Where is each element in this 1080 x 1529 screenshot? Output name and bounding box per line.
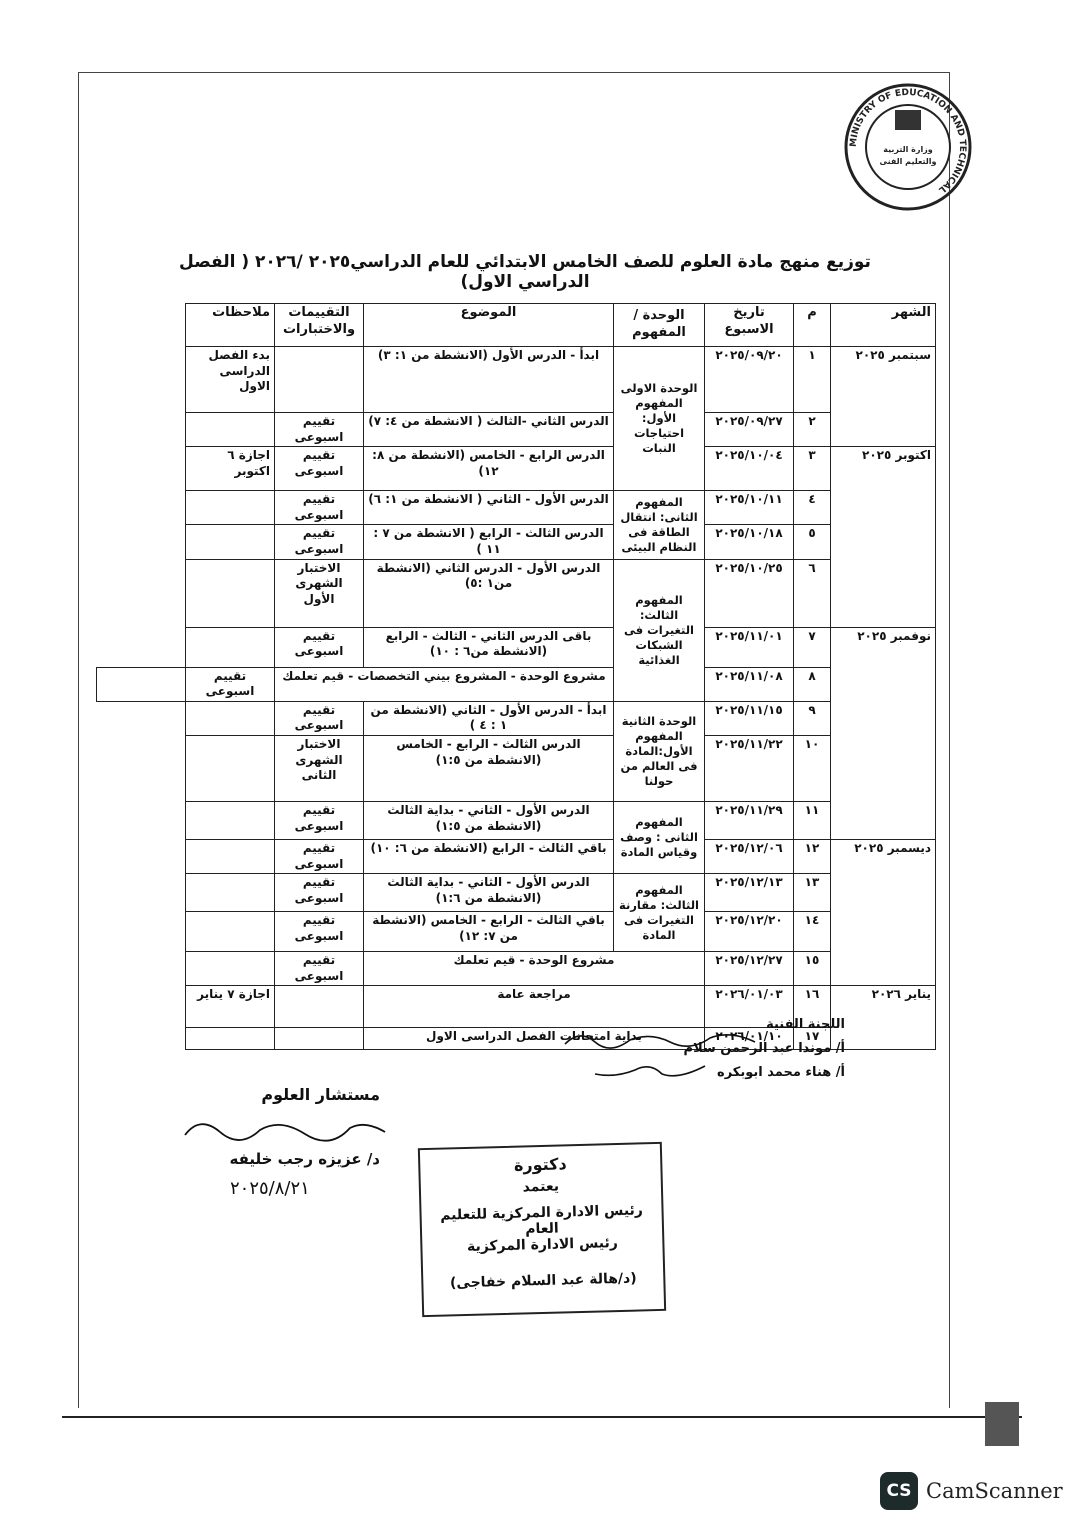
adviser-name: د/ عزيزه رجب خليفه: [229, 1150, 380, 1168]
evaluation-cell: تقييم اسبوعى: [275, 952, 364, 986]
notes-cell: [186, 1028, 275, 1050]
evaluation-cell: [275, 1028, 364, 1050]
table-row: [97, 627, 936, 667]
row-number: ١٦: [794, 986, 831, 1028]
header-row: [97, 304, 936, 347]
notes-cell: [186, 627, 275, 667]
topic-cell: الدرس الأول - الدرس الثاني (الانشطة من١ :٥): [364, 559, 614, 627]
camscanner-logo: CS: [880, 1472, 918, 1510]
evaluation-cell: تقييم اسبوعى: [186, 667, 275, 701]
notes-cell: [186, 491, 275, 525]
table-row: [97, 413, 936, 447]
topic-cell: باقي الثالث - الرابع - الخامس (الانشطة من ٧: ١٢): [364, 912, 614, 952]
unit-cell: المفهوم الثانى : وصف وقياس المادة: [614, 801, 705, 873]
committee-signature-1: [560, 1024, 760, 1054]
week-date: ٢٠٢٥/١٢/٠٦: [705, 839, 794, 873]
notes-cell: اجازة ٦ اكتوبر: [186, 447, 275, 491]
notes-cell: بدء الفصل الدراسى الاول: [186, 347, 275, 413]
table-row: [97, 912, 936, 952]
notes-cell: [186, 559, 275, 627]
row-number: ٩: [794, 701, 831, 735]
stamp-line: (د/هالة عبد السلام خفاجى): [449, 1270, 637, 1292]
row-number: ١٥: [794, 952, 831, 986]
adviser-signature: [180, 1110, 390, 1150]
topic-cell: مشروع الوحدة - قيم تعلمك: [364, 952, 705, 986]
evaluation-cell: تقييم اسبوعى: [275, 801, 364, 839]
svg-text:وزارة التربية: وزارة التربية: [883, 145, 933, 154]
row-number: ٧: [794, 627, 831, 667]
evaluation-cell: تقييم اسبوعى: [275, 627, 364, 667]
stamp-line: يعتمد: [522, 1178, 560, 1196]
row-number: ٢: [794, 413, 831, 447]
adviser-signature-date: ٢٠٢٥/٨/٢١: [230, 1178, 310, 1199]
curriculum-table: [96, 303, 936, 1050]
camscanner-label: CamScanner: [926, 1479, 1063, 1503]
row-number: ١٧: [794, 1028, 831, 1050]
notes-cell: [97, 667, 186, 701]
notes-cell: [186, 839, 275, 873]
week-date: ٢٠٢٥/١٠/١١: [705, 491, 794, 525]
header-month: الشهر: [831, 304, 936, 347]
row-number: ٤: [794, 491, 831, 525]
evaluation-cell: [275, 986, 364, 1028]
committee-heading: اللجنة الفنية: [766, 1017, 845, 1032]
topic-cell: باقي الثالث - الرابع (الانشطة من ٦: ١٠): [364, 839, 614, 873]
header-week-date: تاريخ الاسبوع: [705, 304, 794, 347]
header-unit: الوحدة /المفهوم: [614, 304, 705, 347]
row-number: ١٢: [794, 839, 831, 873]
page-title: توزيع منهج مادة العلوم للصف الخامس الابتدائي للعام الدراسي٢٠٢٥ /٢٠٢٦ ( الفصل الدراسي الاول): [179, 252, 871, 292]
notes-cell: [186, 912, 275, 952]
topic-cell: مشروع الوحدة - المشروع بيني التخصصات - قيم تعلمك: [275, 667, 614, 701]
approval-stamp: [418, 1142, 666, 1317]
week-date: ٢٠٢٥/١٠/٠٤: [705, 447, 794, 491]
table-row: [97, 447, 936, 491]
unit-cell: المفهوم الثانى: انتقال الطاقة فى النظام البيئى: [614, 491, 705, 559]
header-notes: ملاحظات: [186, 304, 275, 347]
week-date: ٢٠٢٦/٠١/٠٣: [705, 986, 794, 1028]
week-date: ٢٠٢٥/١٠/١٨: [705, 525, 794, 559]
stamp-line: دكتورة: [513, 1154, 567, 1175]
table-row: [97, 701, 936, 735]
topic-cell: ابدأ - الدرس الأول - الثاني (الانشطة من ١ : ٤ ): [364, 701, 614, 735]
notes-cell: [186, 525, 275, 559]
notes-cell: [186, 952, 275, 986]
evaluation-cell: [275, 347, 364, 413]
week-date: ٢٠٢٥/٠٩/٢٠: [705, 347, 794, 413]
table-row: [97, 559, 936, 627]
evaluation-cell: تقييم اسبوعى: [275, 525, 364, 559]
topic-cell: الدرس الأول - الثاني ( الانشطة من ١: ٦): [364, 491, 614, 525]
evaluation-cell: الاختبار الشهرى الأول: [275, 559, 364, 627]
unit-cell: المفهوم الثالث: مقارنة التغيرات فى المادة: [614, 874, 705, 952]
week-date: ٢٠٢٥/٠٩/٢٧: [705, 413, 794, 447]
notes-cell: [186, 874, 275, 912]
committee-member: أ/ هناء محمد ابوبكره: [717, 1065, 845, 1080]
week-date: ٢٠٢٥/١٢/٢٧: [705, 952, 794, 986]
committee-signature-2: [590, 1056, 710, 1082]
week-date: ٢٠٢٥/١١/٠١: [705, 627, 794, 667]
topic-cell: الدرس الأول - الثاني - بداية الثالث (الانشطة من ١:٥): [364, 801, 614, 839]
week-date: ٢٠٢٥/١١/١٥: [705, 701, 794, 735]
evaluation-cell: تقييم اسبوعى: [275, 447, 364, 491]
topic-cell: الدرس الرابع - الخامس (الانشطة من ٨: ١٢): [364, 447, 614, 491]
topic-cell: ابدأ - الدرس الأول (الانشطة من ١: ٣): [364, 347, 614, 413]
row-number: ١٠: [794, 735, 831, 801]
ministry-seal: [843, 82, 973, 212]
camscanner-watermark: [880, 1472, 1063, 1510]
week-date: ٢٠٢٥/١٠/٢٥: [705, 559, 794, 627]
topic-cell: بداية امتحانات الفصل الدراسى الاول: [364, 1028, 705, 1050]
topic-cell: مراجعة عامة: [364, 986, 705, 1028]
topic-cell: الدرس الثاني -الثالث ( الانشطة من ٤: ٧): [364, 413, 614, 447]
bottom-rule: [62, 1416, 1022, 1418]
stamp-line: رئيس الادارة المركزية للتعليم العام: [440, 1202, 644, 1238]
table-row: [97, 801, 936, 839]
adviser-title: مستشار العلوم: [261, 1085, 380, 1104]
week-date: ٢٠٢٦/٠١/١٠: [705, 1028, 794, 1050]
committee-member: أ/ موندا عبد الرحمن سلام: [683, 1041, 845, 1056]
header-topic: الموضوع: [364, 304, 614, 347]
seal-outer-text: MINISTRY OF EDUCATION AND TECHNICAL: [848, 87, 968, 195]
row-number: ١: [794, 347, 831, 413]
notes-cell: [186, 801, 275, 839]
week-date: ٢٠٢٥/١١/٢٩: [705, 801, 794, 839]
unit-cell: المفهوم الثالث: التغيرات فى الشبكات الغذائية: [614, 559, 705, 701]
row-number: ٣: [794, 447, 831, 491]
table-row: [97, 735, 936, 801]
row-number: ٦: [794, 559, 831, 627]
evaluation-cell: تقييم اسبوعى: [275, 912, 364, 952]
week-date: ٢٠٢٥/١٢/٢٠: [705, 912, 794, 952]
notes-cell: [186, 413, 275, 447]
table-row: [97, 874, 936, 912]
week-date: ٢٠٢٥/١٢/١٣: [705, 874, 794, 912]
week-date: ٢٠٢٥/١١/٢٢: [705, 735, 794, 801]
topic-cell: الدرس الثالث - الرابع ( الانشطة من ٧ : ١١ ): [364, 525, 614, 559]
unit-cell: الوحدة الاولى المفهوم الأول: احتياجات النبات: [614, 347, 705, 491]
month-cell: سبتمبر ٢٠٢٥: [831, 347, 936, 447]
month-cell: نوفمبر ٢٠٢٥: [831, 627, 936, 839]
evaluation-cell: تقييم اسبوعى: [275, 839, 364, 873]
evaluation-cell: تقييم اسبوعى: [275, 701, 364, 735]
evaluation-cell: تقييم اسبوعى: [275, 874, 364, 912]
table-row: [97, 491, 936, 525]
row-number: ١١: [794, 801, 831, 839]
table-row: [97, 525, 936, 559]
row-number: ١٣: [794, 874, 831, 912]
row-number: ٨: [794, 667, 831, 701]
notes-cell: [186, 735, 275, 801]
row-number: ٥: [794, 525, 831, 559]
month-cell: ديسمبر ٢٠٢٥: [831, 839, 936, 985]
topic-cell: الدرس الأول - الثاني - بداية الثالث (الانشطة من ١:٦): [364, 874, 614, 912]
evaluation-cell: تقييم اسبوعى: [275, 413, 364, 447]
evaluation-cell: تقييم اسبوعى: [275, 491, 364, 525]
topic-cell: الدرس الثالث - الرابع - الخامس (الانشطة من ١:٥): [364, 735, 614, 801]
table-row: [97, 347, 936, 413]
table-row: [97, 952, 936, 986]
stamp-line: رئيس الادارة المركزية: [466, 1235, 619, 1255]
scan-fold-shadow: [985, 1402, 1019, 1446]
svg-text:والتعليم الفنى: والتعليم الفنى: [879, 157, 937, 166]
evaluation-cell: الاختبار الشهرى الثانى: [275, 735, 364, 801]
unit-cell: الوحدة الثانية المفهوم الأول:المادة فى العالم من حولنا: [614, 701, 705, 801]
header-evaluation: التقييمات والاختبارات: [275, 304, 364, 347]
table-row: [97, 667, 936, 701]
month-cell: اكتوبر ٢٠٢٥: [831, 447, 936, 627]
week-date: ٢٠٢٥/١١/٠٨: [705, 667, 794, 701]
topic-cell: باقى الدرس الثاني - الثالث - الرابع (الانشطة من٦ : ١٠): [364, 627, 614, 667]
notes-cell: [186, 701, 275, 735]
notes-cell: اجازة ٧ يناير: [186, 986, 275, 1028]
row-number: ١٤: [794, 912, 831, 952]
table-row: [97, 839, 936, 873]
header-number: م: [794, 304, 831, 347]
month-cell: يناير ٢٠٢٦: [831, 986, 936, 1050]
